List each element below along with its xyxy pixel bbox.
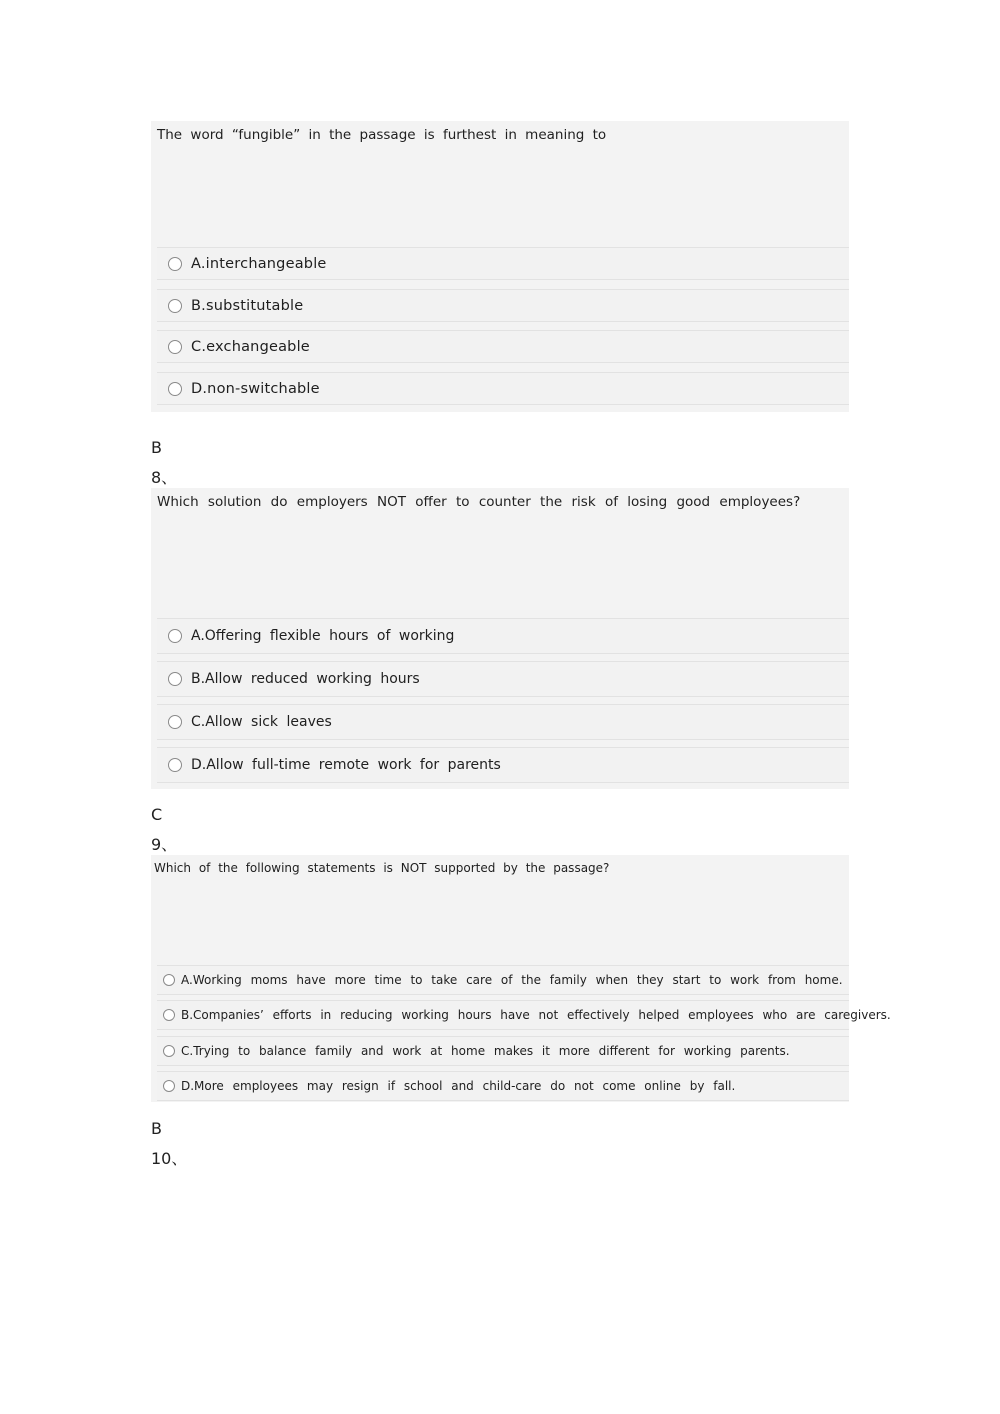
option-d[interactable] [157, 372, 849, 405]
question-text: Which solution do employers NOT offer to counter the risk of losing good employees? [157, 494, 801, 510]
radio-icon[interactable] [168, 257, 182, 271]
option-c[interactable] [157, 1036, 849, 1066]
option-b[interactable] [157, 1000, 891, 1030]
option-b[interactable] [157, 289, 849, 322]
option-label: B.Allow reduced working hours [191, 671, 420, 687]
option-label: B.Companies’ efforts in reducing working hours have not effectively helped employees who are caregivers. [181, 1008, 891, 1022]
option-label: A.Working moms have more time to take care of the family when they start to work from home. [181, 973, 843, 987]
radio-icon[interactable] [168, 299, 182, 313]
option-label: C.exchangeable [191, 338, 310, 355]
option-label: D.non-switchable [191, 380, 320, 397]
option-a[interactable] [157, 247, 849, 280]
radio-icon[interactable] [163, 1080, 175, 1092]
radio-icon[interactable] [163, 974, 175, 986]
question-card [151, 855, 891, 1102]
radio-icon[interactable] [168, 340, 182, 354]
option-label: B.substitutable [191, 297, 304, 314]
option-label: C.Allow sick leaves [191, 714, 332, 730]
option-label: A.Offering flexible hours of working [191, 628, 455, 644]
question-card [151, 121, 849, 412]
option-c[interactable] [157, 704, 849, 740]
radio-icon[interactable] [168, 629, 182, 643]
radio-icon[interactable] [168, 758, 182, 772]
answer-text: C [151, 805, 163, 824]
question-number: 8、 [151, 468, 178, 487]
answer-text: B [151, 438, 162, 457]
option-b[interactable] [157, 661, 849, 697]
option-d[interactable] [157, 747, 849, 783]
radio-icon[interactable] [163, 1009, 175, 1021]
option-label: D.More employees may resign if school and child-care do not come online by fall. [181, 1079, 736, 1093]
option-label: A.interchangeable [191, 255, 327, 272]
question-card [151, 488, 849, 789]
radio-icon[interactable] [168, 672, 182, 686]
option-c[interactable] [157, 330, 849, 363]
radio-icon[interactable] [163, 1045, 175, 1057]
option-label: C.Trying to balance family and work at home makes it more different for working parents. [181, 1044, 790, 1058]
option-a[interactable] [157, 965, 849, 995]
option-label: D.Allow full-time remote work for parents [191, 757, 501, 773]
radio-icon[interactable] [168, 715, 182, 729]
option-d[interactable] [157, 1071, 849, 1101]
option-a[interactable] [157, 618, 849, 654]
question-number: 10、 [151, 1149, 188, 1168]
answer-text: B [151, 1119, 162, 1138]
radio-icon[interactable] [168, 382, 182, 396]
question-text: Which of the following statements is NOT supported by the passage? [154, 861, 610, 875]
question-text: The word “fungible” in the passage is furthest in meaning to [157, 127, 607, 143]
question-number: 9、 [151, 835, 178, 854]
